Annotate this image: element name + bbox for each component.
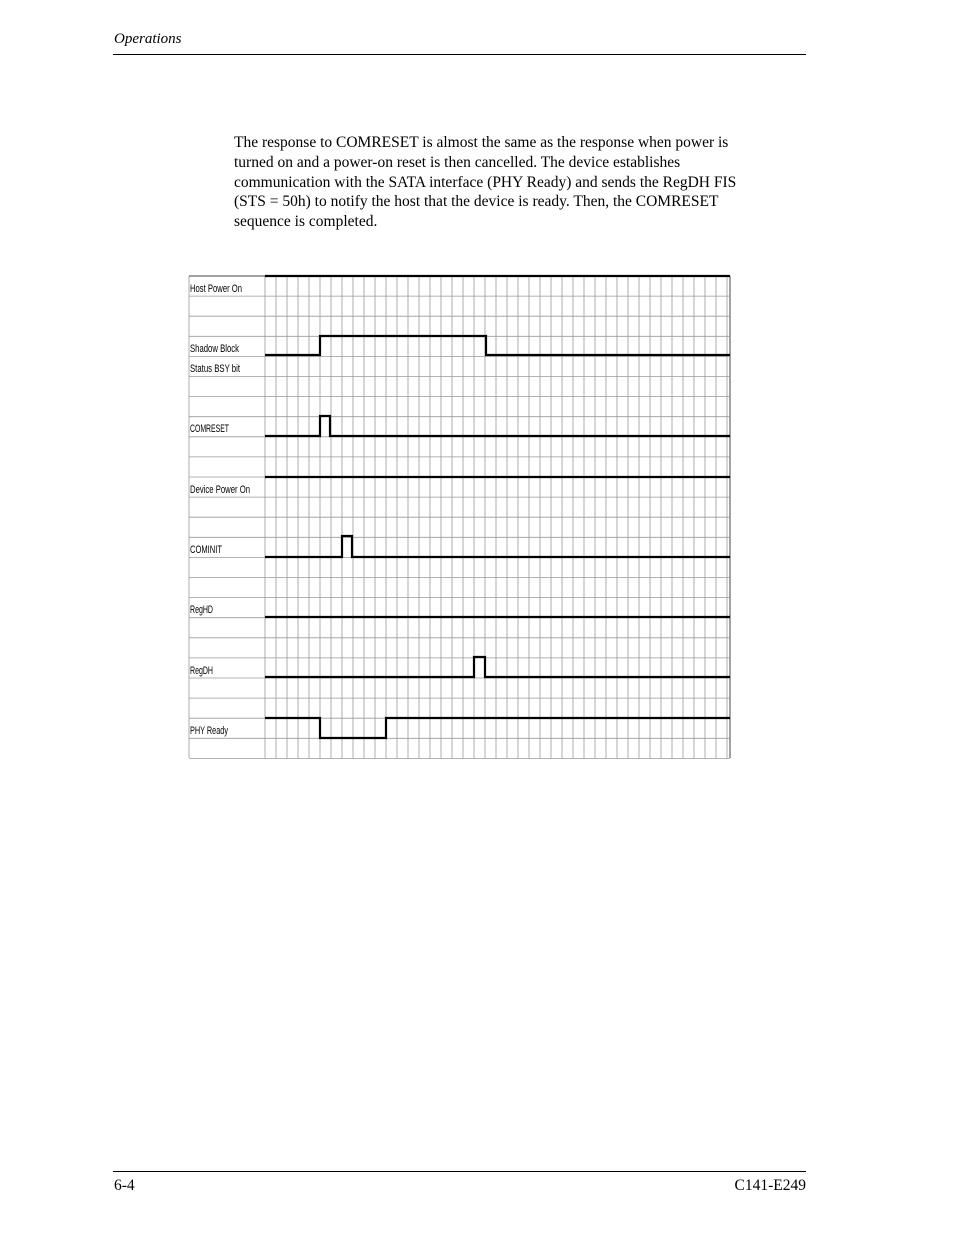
paragraph-line: communication with the SATA interface (PHY Ready) and sends the RegDH FIS xyxy=(234,173,737,191)
label-reghd: RegHD xyxy=(190,604,214,616)
running-header: Operations xyxy=(114,31,182,47)
label-phy-ready: PHY Ready xyxy=(190,725,229,737)
label-shadow-block: Shadow Block xyxy=(190,343,240,355)
label-regdh: RegDH xyxy=(190,665,214,677)
document-id: C141-E249 xyxy=(734,1177,806,1194)
diagram-background xyxy=(176,270,736,770)
label-status-bsy-bit: Status BSY bit xyxy=(190,363,240,375)
label-comreset: COMRESET xyxy=(190,423,230,435)
paragraph-line: The response to COMRESET is almost the same as the response when power is xyxy=(234,134,729,151)
paragraph-line: turned on and a power-on reset is then cancelled. The device establishes xyxy=(234,153,681,171)
paragraph-line: sequence is completed. xyxy=(234,213,378,231)
paragraph-line: (STS = 50h) to notify the host that the device is ready. Then, the COMRESET xyxy=(234,193,719,211)
label-device-power-on: Device Power On xyxy=(190,484,250,496)
label-host-power-on: Host Power On xyxy=(190,283,242,295)
footer-rule xyxy=(113,1171,806,1172)
page-number: 6-4 xyxy=(114,1177,135,1194)
body-paragraph xyxy=(234,133,806,232)
comreset-timing-diagram xyxy=(176,270,736,770)
label-cominit: COMINIT xyxy=(190,544,223,556)
header-rule xyxy=(113,54,806,55)
